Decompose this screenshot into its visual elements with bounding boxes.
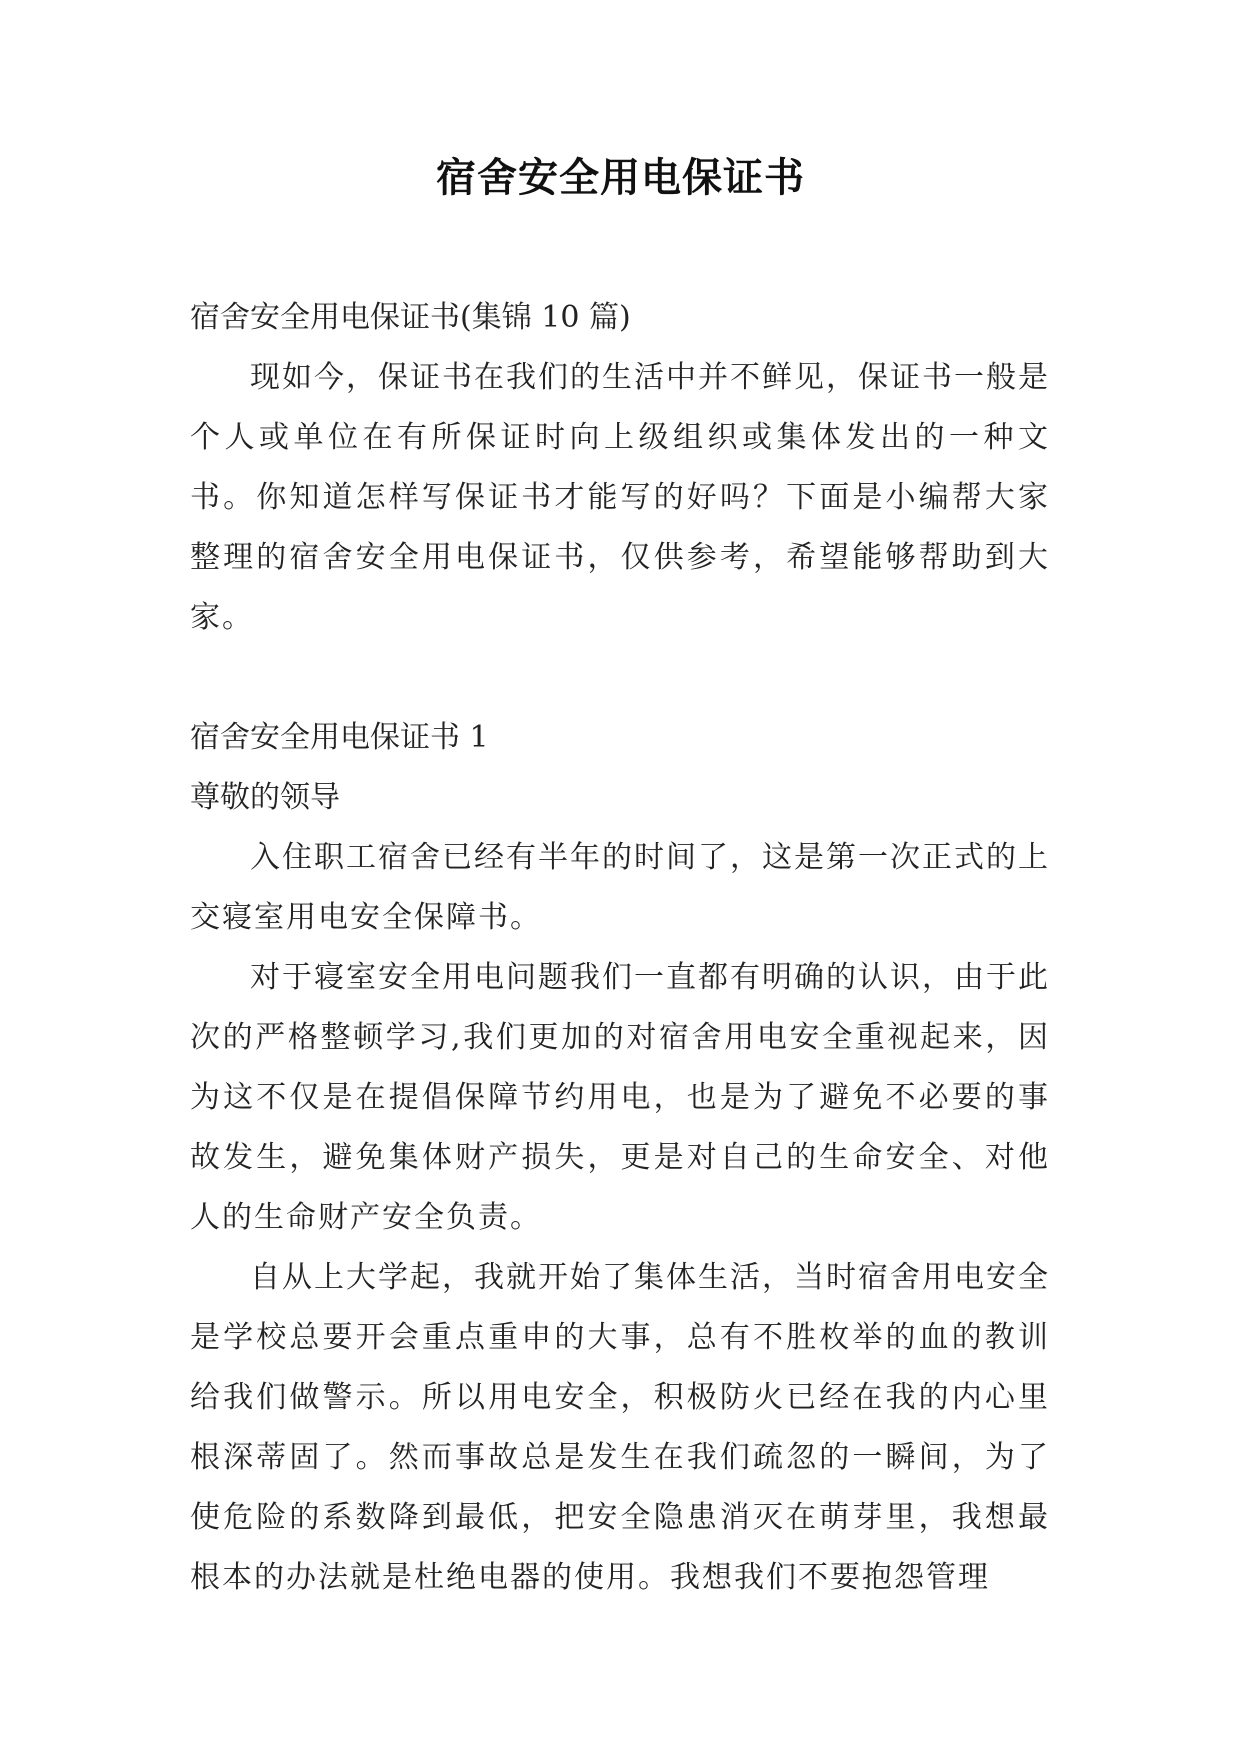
document-subtitle: 宿舍安全用电保证书(集锦 10 篇) <box>190 300 631 335</box>
body-paragraph-2: 对于寝室安全用电问题我们一直都有明确的认识，由于此次的严格整顿学习,我们更加的对宿舍用电安全重视起来，因为这不仅是在提倡保障节约用电，也是为了避免不必要的事故发生，避免集体财产损失，更是对自己的生命安全、对他人的生命财产安全负责。 <box>190 960 1050 1235</box>
section-spacer <box>190 648 1050 708</box>
body-paragraph-1: 入住职工宿舍已经有半年的时间了，这是第一次正式的上交寝室用电安全保障书。 <box>190 840 1050 935</box>
section-heading: 宿舍安全用电保证书 1 <box>190 720 489 755</box>
document-body <box>190 288 1050 1608</box>
body-paragraph-3: 自从上大学起，我就开始了集体生活，当时宿舍用电安全是学校总要开会重点重申的大事，总有不胜枚举的血的教训给我们做警示。所以用电安全，积极防火已经在我的内心里根深蒂固了。然而事故总是发生在我们疏忽的一瞬间，为了使危险的系数降到最低，把安全隐患消灭在萌芽里，我想最根本的办法就是杜绝电器的使用。我想我们不要抱怨管理 <box>190 1260 1050 1595</box>
salutation: 尊敬的领导 <box>190 780 340 815</box>
intro-paragraph: 现如今，保证书在我们的生活中并不鲜见，保证书一般是个人或单位在有所保证时向上级组织或集体发出的一种文书。你知道怎样写保证书才能写的好吗？下面是小编帮大家整理的宿舍安全用电保证书，仅供参考，希望能够帮助到大家。 <box>190 360 1050 635</box>
document-title: 宿舍安全用电保证书 <box>436 154 805 201</box>
